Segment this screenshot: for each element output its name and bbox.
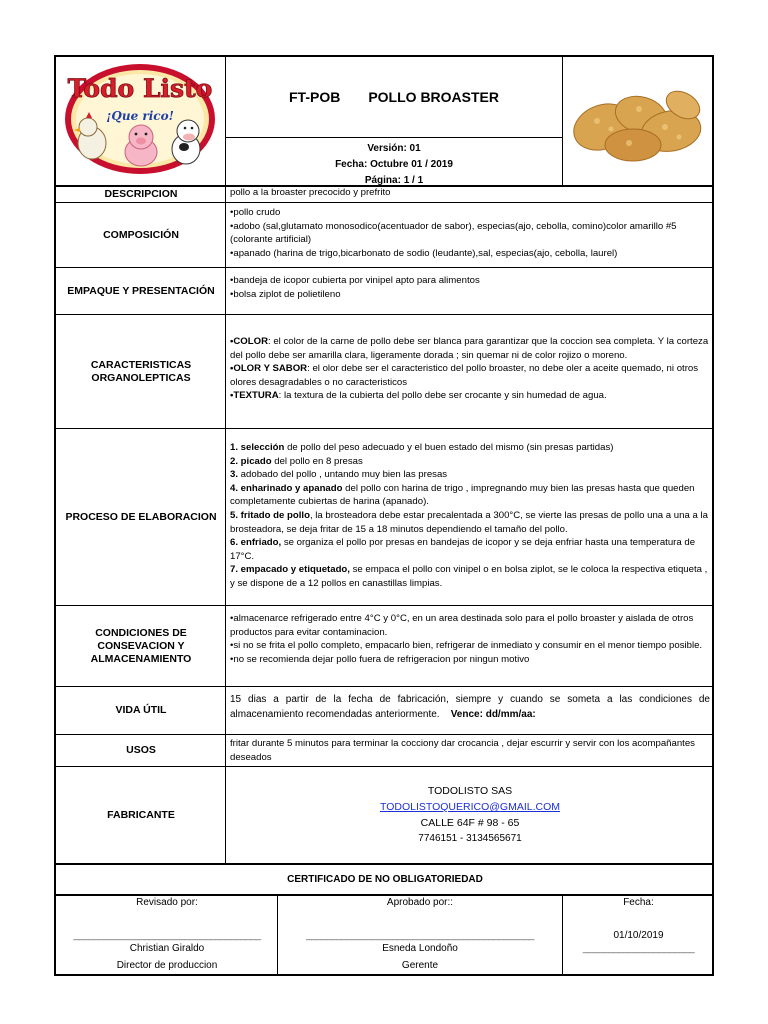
olor-sabor-item: •OLOR Y SABOR: el olor debe ser el caracteristico del pollo broaster, no debe oler a aceite quemado, ni otros olores desagradables o no caracteristicos	[230, 363, 699, 388]
fecha-signature-line: ______________________	[582, 943, 695, 954]
process-step: 3. adobado del pollo , untando muy bien las presas	[230, 469, 448, 481]
product-spec-sheet	[54, 55, 714, 976]
signature-revisado	[56, 895, 278, 976]
revisado-label: Revisado por:	[136, 897, 198, 908]
product-title: POLLO BROASTER	[368, 89, 499, 105]
aprobado-label: Aprobado por::	[386, 897, 454, 908]
fried-chicken-image	[563, 57, 714, 187]
usos-text: fritar durante 5 minutos para terminar la cocciony dar crocancia , dejar escurrir y servir con los acompañantes deseados	[230, 738, 695, 763]
document-title	[226, 57, 562, 137]
color-item: •COLOR: el color de la carne de pollo debe ser blanca para garantizar que la coccion sea completa. Y la corteza del pollo debe ser amarilla clara, ligeramente dorada ; sin quemar ni de color rojizo o moreno.	[230, 336, 709, 361]
logo-brand-text: Todo Listo	[67, 74, 213, 103]
organolepticas-text	[226, 335, 714, 425]
signature-aprobado	[278, 895, 562, 976]
vida-util-text: 15 dias a partir de la fecha de fabricación, siempre y cuando se someta a las condiciones de almacenamiento recomendadas anteriormente. Vence: dd/mm/aa:	[230, 694, 710, 720]
process-step: 5. fritado de pollo, la brosteadora debe estar precalentada a 300°C, se vierte las presas de pollo una a una a la brosteadora, se deja fritar de 15 a 18 minutos dependiendo el tamaño del pollo.	[230, 509, 708, 535]
aprobado-role: Gerente	[401, 960, 439, 971]
fecha-label: Fecha:	[623, 897, 654, 908]
proceso-steps	[226, 441, 714, 603]
version-text: Versión: 01	[367, 143, 421, 154]
revisado-name: Christian Giraldo	[129, 943, 205, 954]
revisado-role: Director de produccion	[116, 960, 218, 971]
label-composicion: COMPOSICIÓN	[103, 228, 179, 241]
composicion-line: •adobo (sal,glutamato monosodico(acentuador de sabor), especias(ajo, cebolla, comino)color amarillo #5 (colorante artificial)	[230, 220, 677, 246]
manufacturer-address: CALLE 64F # 98 - 65	[420, 817, 520, 829]
fabricante-info	[226, 767, 714, 863]
logo-tagline: ¡Que rico!	[106, 109, 174, 123]
textura-item: •TEXTURA: la textura de la cubierta del pollo debe ser crocante y sin humedad de agua.	[230, 390, 607, 402]
todo-listo-logo	[56, 57, 226, 187]
conservacion-line: •si no se frita el pollo completo, empacarlo bien, refrigerar de inmediato y consumir en el menor tiempo posible.	[230, 640, 703, 652]
document-code: FT-POB	[288, 89, 341, 105]
label-fabricante: FABRICANTE	[107, 808, 175, 821]
process-step: 2. picado del pollo en 8 presas	[230, 455, 363, 467]
vence-text: Vence: dd/mm/aa:	[450, 708, 536, 720]
aprobado-name: Esneda Londoño	[382, 943, 458, 954]
label-empaque: EMPAQUE Y PRESENTACIÓN	[67, 284, 215, 297]
manufacturer-email-link[interactable]: TODOLISTOQUERICO@GMAIL.COM	[379, 801, 561, 813]
process-step: 6. enfriado, se organiza el pollo por presas en bandejas de icopor y se deja enfriar hasta una temperatura de 17°C.	[230, 537, 696, 562]
process-step: 4. enharinado y apanado del pollo con harina de trigo , impregnando muy bien las presas hasta que queden completamente cubiertas de harina (apanado).	[230, 482, 695, 508]
process-step: 7. empacado y etiquetado, se empaca el pollo con vinipel o en bolsa ziplot, se le coloca la respectiva etiqueta , y se dispone de a 12 pollos en canastillas limpias.	[230, 564, 708, 589]
page-number: Página: 1 / 1	[364, 175, 424, 186]
version-block	[226, 138, 562, 186]
certificado-title: CERTIFICADO DE NO OBLIGATORIEDAD	[287, 873, 483, 885]
label-proceso: PROCESO DE ELABORACION	[65, 510, 217, 523]
signature-fecha	[563, 895, 714, 976]
label-conservacion: CONDICIONES DE CONSEVACION Y ALMACENAMIENTO	[90, 626, 192, 665]
label-usos: USOS	[126, 744, 156, 756]
label-organolepticas: CARACTERISTICAS ORGANOLEPTICAS	[90, 358, 192, 384]
company-logo	[56, 57, 226, 187]
composicion-line: •apanado (harina de trigo,bicarbonato de sodio (leudante),sal, especias(ajo, cebolla, laurel)	[230, 247, 618, 259]
manufacturer-phones: 7746151 - 3134565671	[418, 833, 522, 844]
descripcion-text: pollo a la broaster precocido y prefrito	[230, 187, 391, 198]
empaque-line: •bandeja de icopor cubierta por vinipel apto para alimentos	[230, 275, 480, 286]
conservacion-line: •almacenarce refrigerado entre 4°C y 0°C, en un area destinada solo para el pollo broaster y aislada de otros productos para evitar contaminacion.	[230, 613, 694, 638]
date-text: Fecha: Octubre 01 / 2019	[335, 159, 453, 170]
process-step: 1. selección de pollo del peso adecuado y el buen estado del mismo (sin presas partidas)	[230, 442, 614, 453]
manufacturer-name: TODOLISTO SAS	[427, 785, 513, 797]
label-descripcion: DESCRIPCION	[104, 187, 178, 200]
conservacion-text	[226, 612, 714, 684]
empaque-text	[226, 274, 714, 312]
composicion-line: •pollo crudo	[230, 207, 281, 218]
conservacion-line: •no se recomienda dejar pollo fuera de refrigeracion por ningun motivo	[230, 653, 530, 665]
composicion-text	[226, 206, 714, 266]
empaque-line: •bolsa ziplot de polietileno	[230, 288, 341, 300]
product-photo	[563, 57, 714, 187]
revisado-signature-line: _____________________________________	[73, 930, 261, 941]
fecha-value: 01/10/2019	[613, 930, 664, 941]
aprobado-signature-line: _____________________________________________	[306, 930, 534, 941]
label-vida-util: VIDA ÚTIL	[115, 704, 167, 716]
